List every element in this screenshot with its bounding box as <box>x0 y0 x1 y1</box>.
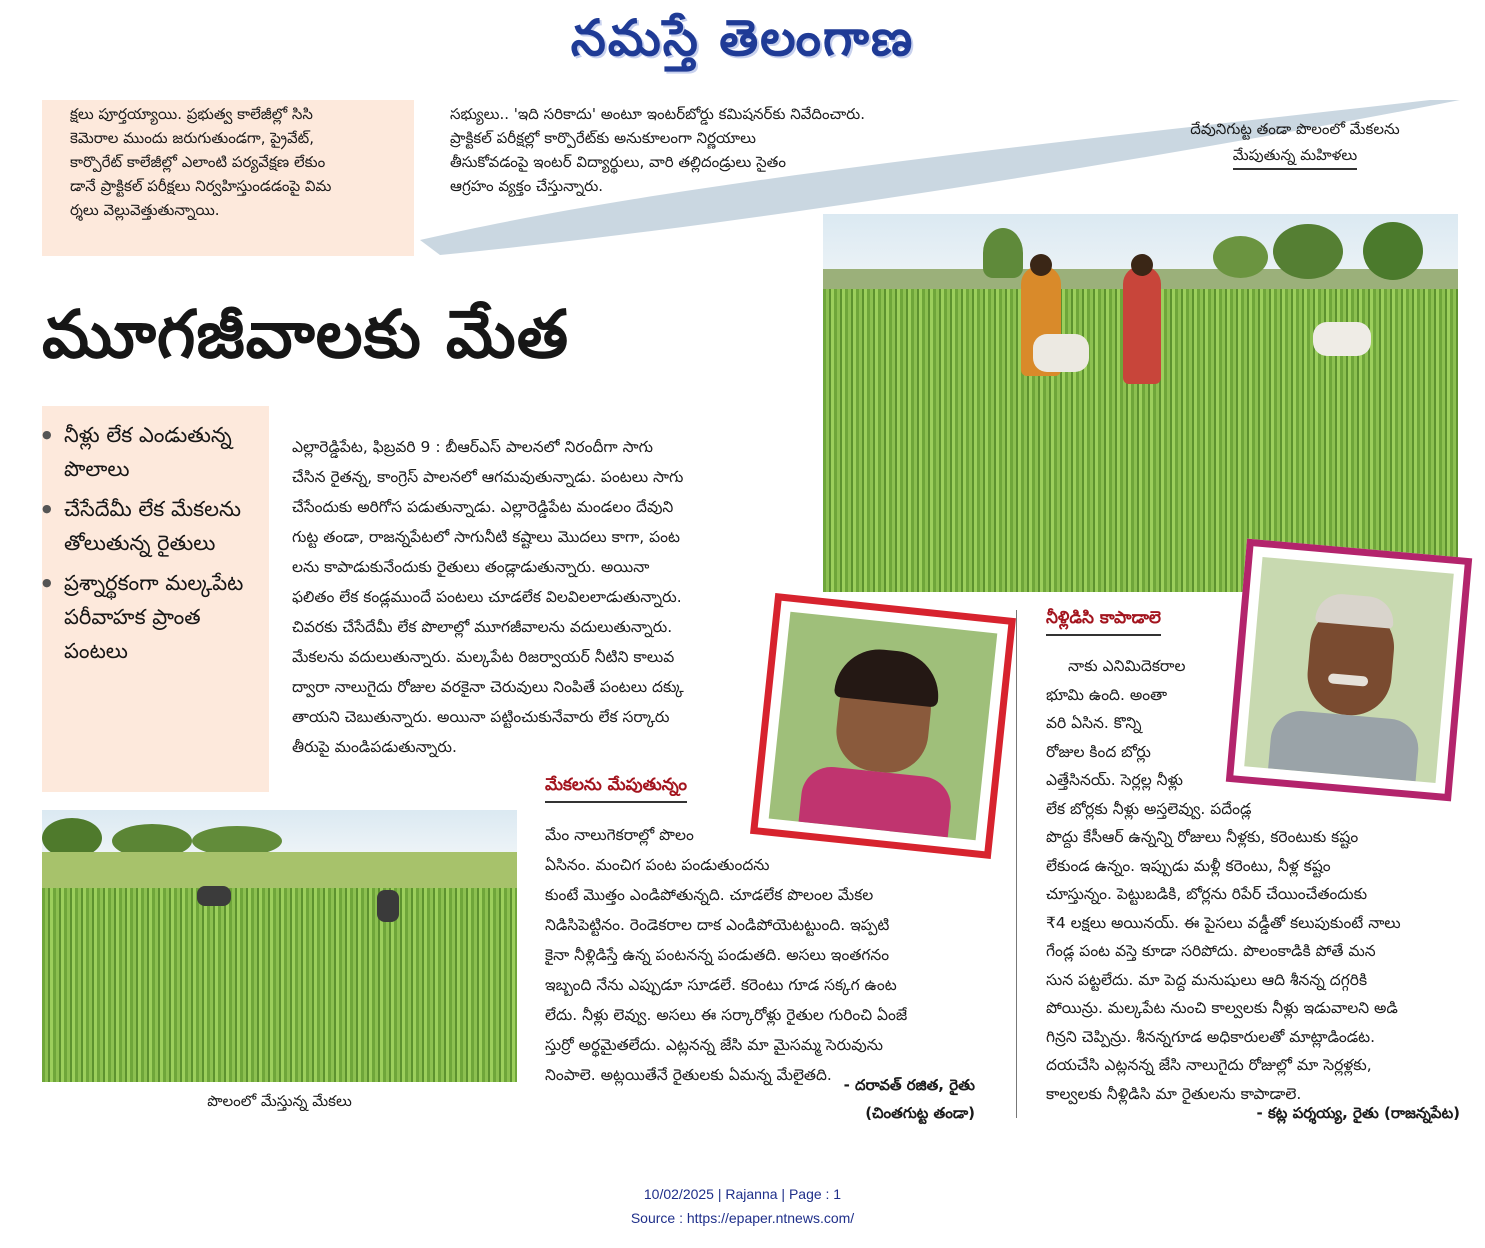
text-line: మేకలను వదులుతున్నారు. మల్కపేట రిజర్వాయర్ నీటిని కాలువ <box>292 648 675 666</box>
text-line: కార్పొరేట్ కాలేజీల్లో ఎలాంటి పర్యవేక్షణ లేకుం <box>70 153 326 171</box>
top-photo-caption <box>1130 116 1460 170</box>
quote2-body <box>1046 652 1466 1108</box>
text-line: ఎత్తేసినయ్. సెర్లల్ల నీళ్లు <box>1046 771 1183 789</box>
text-line: గుట్ట తండా, రాజన్నపేటలో సాగునీటి కష్టాలు మొదలు కాగా, పంట <box>292 528 680 546</box>
text-line: ర్శలు వెల్లువెత్తుతున్నాయి. <box>70 201 220 219</box>
text-line: ఏసినం. మంచిగ పంట పండుతుందను <box>545 856 770 874</box>
bullets-box <box>42 406 269 792</box>
caption-line: మేపుతున్న మహిళలు <box>1233 142 1357 170</box>
main-article-text <box>292 432 772 762</box>
text-line: స్తుర్రో అర్థమైతలేదు. ఎట్లనన్న జేసి మా మైసమ్మ సెరువును <box>545 1036 883 1054</box>
text-line: గిన్రని చెప్పిన్రు. శీనన్నగూడ అధికారులతో మాట్లాడిండట. <box>1046 1027 1376 1046</box>
footer-source: Source : https://epaper.ntnews.com/ <box>630 1210 855 1226</box>
quote1-body <box>545 820 985 1090</box>
text-line: రోజుల కింద బోర్లు <box>1046 742 1151 761</box>
headline: మూగజీవాలకు మేత <box>42 296 570 373</box>
text-line: ₹4 లక్షలు అయినయ్. ఈ పైసలు వడ్డీతో కలుపుకుంటే నాలు <box>1046 913 1401 932</box>
text-line: సభ్యులు.. 'ఇది సరికాదు' అంటూ ఇంటర్‌బోర్డు కమిషనర్‌కు నివేదించారు. <box>450 105 866 123</box>
text-line: పోయిన్రు. మల్కపేట నుంచి కాల్వలకు నీళ్లు ఇడువాలని అడి <box>1046 999 1398 1017</box>
text-line: సున పట్టలేదు. మా పెద్ద మనుషులు ఆది శీనన్న దగ్గరికి <box>1046 970 1368 989</box>
text-line: ఫలితం లేక కండ్లముందే పంటలు చూడలేక విలవిలలాడుతున్నారు. <box>292 588 682 606</box>
text-line: కాల్వలకు నీళ్లిడిసి మా రైతులను కాపాడాలె. <box>1046 1084 1302 1103</box>
text-line: తీసుకోవడంపై ఇంటర్ విద్యార్థులు, వారి తల్లిదండ్రులు సైతం <box>450 153 786 171</box>
top-left-text <box>70 102 410 222</box>
text-line: పొద్దు కేసీఆర్ ఉన్నన్ని రోజులు నీళ్లకు, కరెంటుకు కష్టం <box>1046 828 1359 846</box>
quote1-title: మేకలను మేపుతున్నం <box>545 775 687 803</box>
field-photo-women <box>823 214 1458 592</box>
caption-line: దేవునిగుట్ట తండా పొలంలో మేకలను <box>1190 120 1400 138</box>
text-line: ద్వారా నాలుగైదు రోజుల వరకైనా చెరువులు నింపితే పంటలు దక్కు <box>292 678 684 696</box>
footer-dateline: 10/02/2025 | Rajanna | Page : 1 <box>643 1186 842 1202</box>
text-line: చేసిన రైతన్న, కాంగ్రెస్ పాలనలో ఆగమవుతున్నాడు. పంటలు సాగు <box>292 468 684 486</box>
top-mid-text <box>450 102 980 198</box>
column-divider <box>1016 610 1017 1118</box>
text-line: దయచేసి ఎట్లనన్న జేసి నాలుగైదు రోజుల్లో మా సెర్లళ్లకు, <box>1046 1056 1372 1074</box>
text-line: లేక బోర్లకు నీళ్లు అస్తలెవ్వు. పదేండ్ల <box>1046 799 1252 818</box>
text-line: నిడిసిపెట్టినం. రెండెకరాల దాక ఎండిపోయెటట్టుంది. ఇప్పటి <box>545 916 890 934</box>
quote2-attribution: - కట్ల పర్శయ్య, రైతు (రాజన్నపేట) <box>1256 1104 1460 1122</box>
bullet-item: ● చేసేదేమీ లేక మేకలను తోలుతున్న రైతులు <box>64 492 269 560</box>
quote2-title: నీళ్లిడిసి కాపాడాలె <box>1046 608 1161 636</box>
portrait-rajitha <box>769 612 998 841</box>
text-line: ఇబ్బంది నేను ఎప్పుడూ సూడలే. కరెంటు గూడ సక్కగ ఉంట <box>545 976 897 994</box>
text-line: మేం నాలుగెకరాల్లో పొలం <box>545 826 694 844</box>
text-line: లను కాపాడుకునేందుకు రైతులు తండ్లాడుతున్నారు. అయినా <box>292 558 650 576</box>
text-line: నింపాలె. అట్లయితేనే రైతులకు ఏమన్న మేలైతది. <box>545 1066 832 1084</box>
text-line: కుంటే మొత్తం ఎండిపోతున్నది. చూడలేక పొలంల మేకల <box>545 886 874 904</box>
text-line: గేండ్ల పంట వస్తె కూడా సరిపోదు. పొలంకాడికి పోతే మన <box>1046 942 1376 960</box>
text-line: కైనా నీళ్లిడిస్తే ఉన్న పంటనన్న పండుతది. అసలు ఇంతగనం <box>545 946 890 964</box>
text-line: క్షలు పూర్తయ్యాయి. ప్రభుత్వ కాలేజీల్లో సిసి <box>70 105 313 123</box>
text-line: ప్రాక్టికల్ పరీక్షల్లో కార్పొరేట్‌కు అనుకూలంగా నిర్ణయాలు <box>450 129 756 147</box>
masthead: నమస్తే తెలంగాణ <box>570 8 915 67</box>
text-line: లేకుండ ఉన్నం. ఇప్పుడు మళ్లీ కరెంటు, నీళ్ల కష్టం <box>1046 856 1331 875</box>
text-line: వరి ఏసిన. కొన్ని <box>1046 714 1142 732</box>
text-line: కెమెరాల ముందు జరుగుతుండగా, ప్రైవేట్, <box>70 129 315 147</box>
text-line: తీరుపై మండిపడుతున్నారు. <box>292 738 457 756</box>
text-line: చివరకు చేసేదేమీ లేక పొలాల్లో మూగజీవాలను వదులుతున్నారు. <box>292 618 673 636</box>
quote1-attribution: - దరావత్ రజిత, రైతు <box>843 1076 975 1094</box>
text-line: ఎల్లారెడ్డిపేట, ఫిబ్రవరి 9 : బీఆర్ఎస్ పాలనలో నిరందీగా సాగు <box>292 438 653 456</box>
field-photo-goats <box>42 810 517 1082</box>
left-photo-caption: పొలంలో మేస్తున్న మేకలు <box>207 1092 352 1110</box>
bullet-item: ● ప్రశ్నార్థకంగా మల్కపేట పరీవాహక ప్రాంత పంటలు <box>64 566 269 668</box>
text-line: లేదు. నీళ్లు లెవ్వు. అసలు ఈ సర్కారోళ్లు రైతుల గురించి ఏంజే <box>545 1006 908 1024</box>
text-line: తాయని చెబుతున్నారు. అయినా పట్టించుకునేవారు లేక సర్కారు <box>292 708 670 726</box>
text-line: ఆగ్రహం వ్యక్తం చేస్తున్నారు. <box>450 177 604 195</box>
text-line: భూమి ఉంది. అంతా <box>1046 685 1168 704</box>
text-line: చూస్తున్నం. పెట్టుబడికి, బోర్లను రిపేర్ చేయించేతందుకు <box>1046 885 1368 903</box>
bullet-item: ● నీళ్లు లేక ఎండుతున్న పొలాలు <box>64 418 269 486</box>
quote1-place: (చింతగుట్ట తండా) <box>865 1104 975 1122</box>
text-line: చేసేందుకు అరిగోస పడుతున్నాడు. ఎల్లారెడ్డిపేట మండలం దేవుని <box>292 498 674 516</box>
text-line: డానే ప్రాక్టికల్ పరీక్షలు నిర్వహిస్తుండడంపై విమ <box>70 177 332 195</box>
text-line: నాకు ఎనిమిదెకరాల <box>1068 657 1186 675</box>
